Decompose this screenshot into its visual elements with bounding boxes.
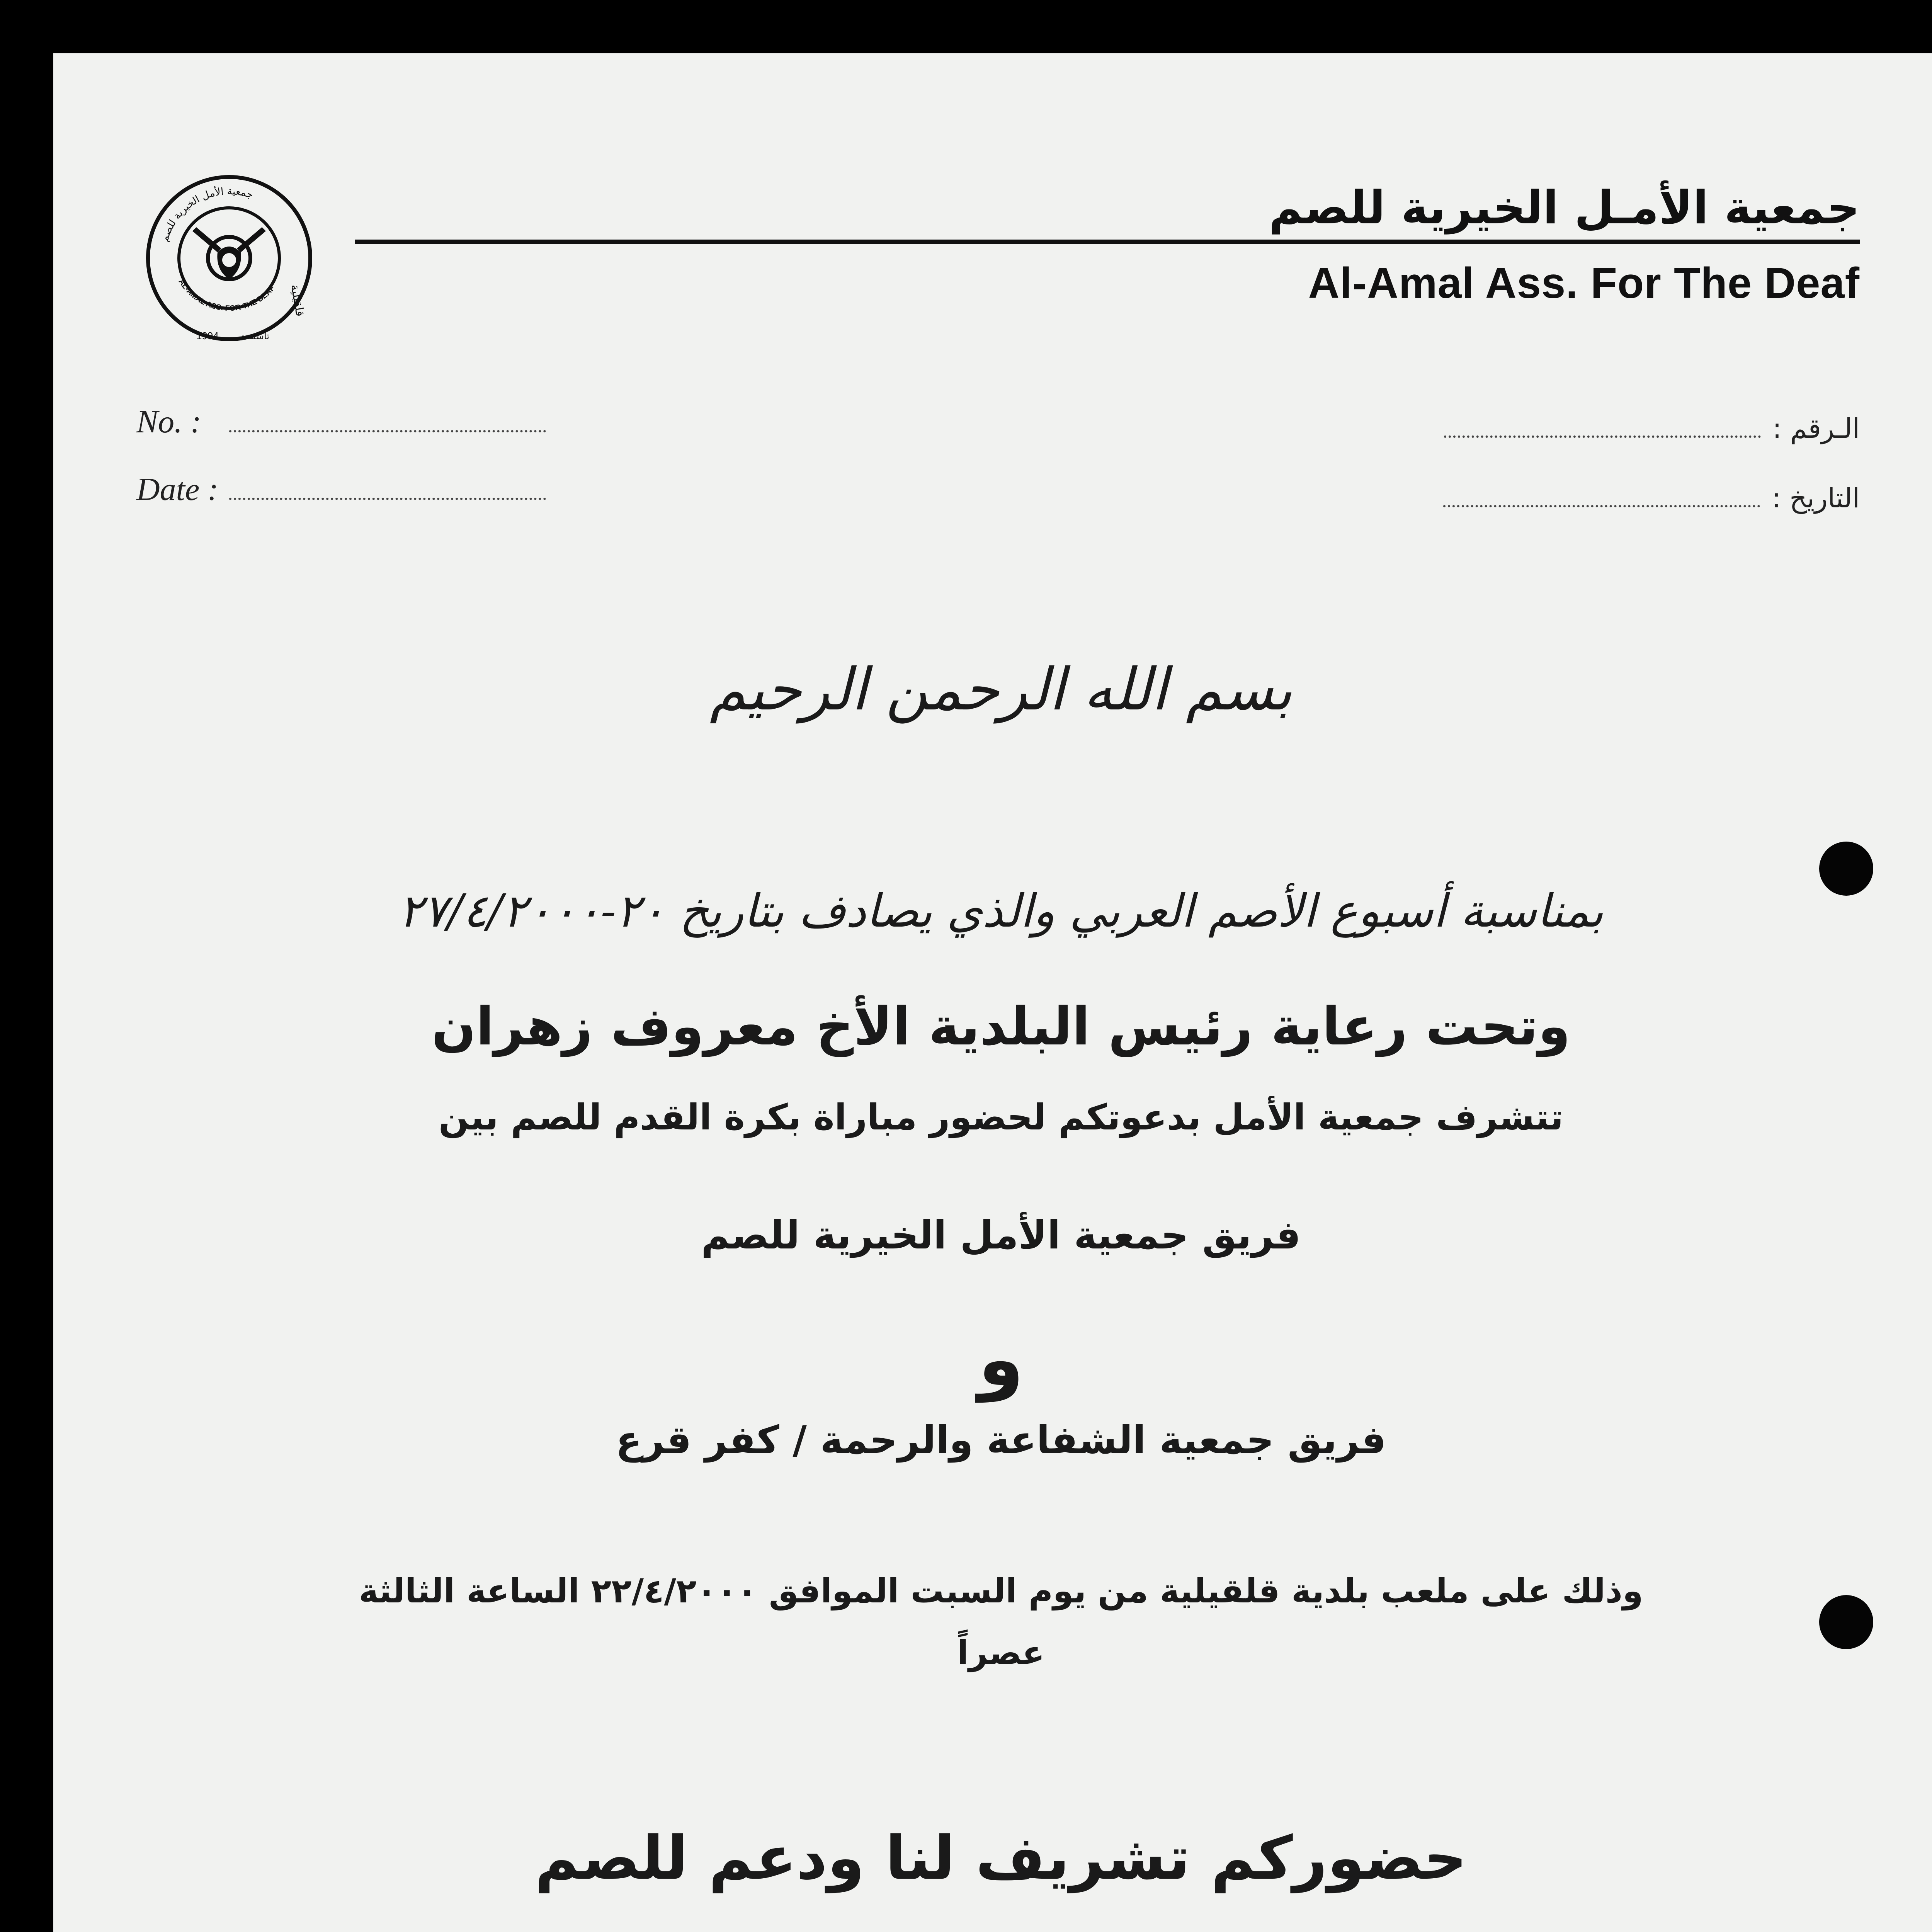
logo-year: 1994 [196,330,219,342]
reference-number-label: No. : [136,404,201,440]
org-name-arabic: جمعية الأمـل الخيرية للصم [1269,181,1860,234]
date-label: Date : [136,471,219,507]
team-one: فريق جمعية الأمل الخيرية للصم [701,1213,1301,1258]
venue-time-line: عصراً [957,1634,1045,1672]
date-field [136,471,546,508]
closing-statement: حضوركم تشريف لنا ودعم للصم [535,1823,1467,1893]
venue-line: وذلك على ملعب بلدية قلقيلية من يوم السبت الموافق ٢٢/٤/٢٠٠٠ الساعة الثالثة [359,1572,1643,1611]
punch-hole-bottom [1819,1595,1873,1649]
basmala-heading: بسم الله الرحمن الرحيم [709,656,1293,723]
logo-arabic-text: جمعية الأمل الخيرية للصم [159,185,255,243]
invitation-line: تتشرف جمعية الأمل بدعوتكم لحضور مباراة بكرة القدم للصم بين [438,1097,1564,1138]
org-name-english: Al-Amal Ass. For The Deaf [1308,259,1860,307]
logo-english-text: AL-AMAL ASS. FOR THE DEAF [177,277,277,313]
logo-founded-text: تأسست [239,331,270,342]
reference-number-label-arabic: الـرقم : [1772,413,1860,444]
reference-number-line-arabic [1444,432,1761,438]
logo-city-text: قلقيلية [288,283,307,318]
header-divider [355,240,1860,244]
reference-number-field [136,403,546,440]
letterhead-page [53,53,1932,1932]
punch-hole-top [1819,842,1873,896]
date-line-arabic [1443,501,1760,507]
date-field-arabic [1443,482,1860,514]
team-two: فريق جمعية الشفاعة والرحمة / كفر قرع [616,1417,1386,1463]
reference-number-field-arabic [1444,413,1860,444]
association-emblem-icon [138,169,320,347]
versus-conjunction: و [978,1317,1024,1402]
occasion-line: بمناسبة أسبوع الأصم العربي والذي يصادف بتاريخ ٢٠-٢٧/٤/٢٠٠٠ [398,884,1604,937]
date-label-arabic: التاريخ : [1772,482,1860,514]
patron-line: وتحت رعاية رئيس البلدية الأخ معروف زهران [431,996,1571,1057]
reference-number-line [229,426,546,432]
date-line [229,494,546,500]
